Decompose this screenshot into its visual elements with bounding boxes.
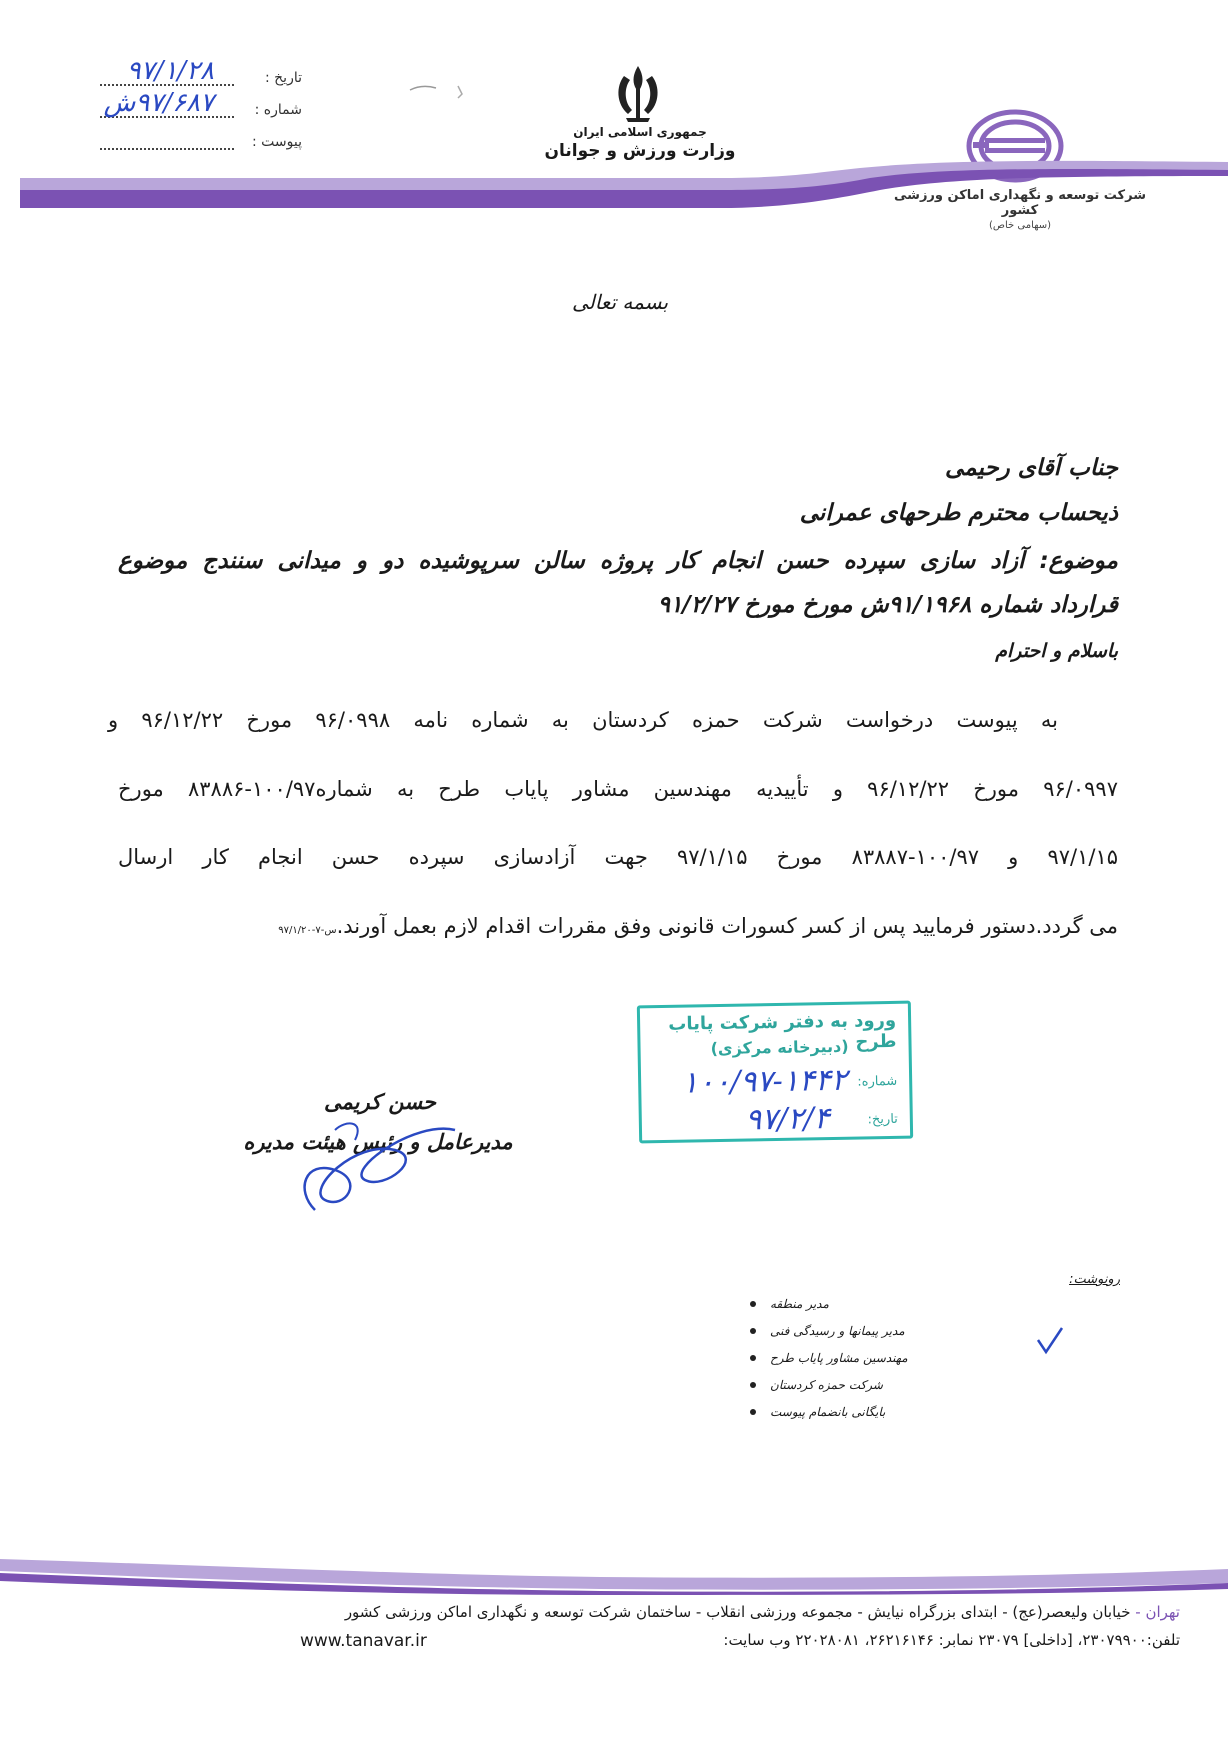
company-type: (سهامی خاص) — [988, 220, 1052, 231]
ministry-name: وزارت ورزش و جوانان — [544, 141, 736, 161]
stamp-number-label: شماره: — [857, 1073, 898, 1090]
attachment-label: پیوست : — [252, 134, 302, 150]
attachment-dotted-line — [100, 134, 234, 150]
stamp-date-label: تاریخ: — [867, 1111, 898, 1128]
cc-item-label: مدیر منطقه — [770, 1296, 829, 1311]
body-line-3: ۹۷/۱/۱۵ و ۱۰۰/۹۷-۸۳۸۸۷ مورخ ۹۷/۱/۱۵ جهت آزادسازی سپرده حسن انجام کار ارسال — [118, 845, 1119, 869]
stamp-date-handwritten: ۹۷/۲/۴ — [744, 1101, 831, 1138]
body-line-4-text: می گردد.دستور فرمایید پس از کسر کسورات قانونی وفق مقررات اقدام لازم بعمل آورند. — [336, 914, 1118, 938]
number-dotted-line — [100, 88, 234, 118]
letter-meta — [92, 56, 302, 158]
bullet-icon — [750, 1301, 756, 1307]
bullet-icon — [750, 1355, 756, 1361]
cc-item — [738, 1290, 1038, 1317]
cc-item-label: بایگانی بانضمام پیوست — [770, 1404, 886, 1419]
number-handwritten: ۹۷/۶۸۷ش — [103, 88, 214, 118]
company-name: شرکت توسعه و نگهداری اماکن ورزشی کشور — [894, 188, 1146, 218]
footer-website-link[interactable]: www.tanavar.ir — [300, 1631, 427, 1651]
cc-item-label: شرکت حمزه کردستان — [770, 1377, 883, 1392]
bismillah: بسمه تعالی — [571, 290, 669, 314]
number-row — [92, 88, 302, 126]
footer-address-rest: خیابان ولیعصر(عج) - ابتدای بزرگراه نیایش - مجموعه ورزشی انقلاب - ساختمان شرکت توسعه و نگهداری اماکن ورزشی کشور — [344, 1603, 1131, 1621]
checkmark-icon — [1036, 1326, 1064, 1356]
bullet-icon — [750, 1409, 756, 1415]
date-label: تاریخ : — [264, 70, 302, 86]
stamp-number-handwritten: ۱۰۰/۹۷-۱۴۴۲ — [681, 1062, 848, 1101]
received-stamp — [637, 1001, 913, 1144]
cc-title: رونوشت: — [1069, 1272, 1120, 1287]
greeting: باسلام و احترام — [995, 640, 1118, 662]
body-line-2: ۹۶/۰۹۹۷ مورخ ۹۶/۱۲/۲۲ و تأییدیه مهندسین مشاور پایاب طرح به شماره۱۰۰/۹۷-۸۳۸۸۶ مورخ — [118, 777, 1118, 801]
cc-item — [738, 1371, 1038, 1398]
body-line-4 — [118, 914, 1118, 938]
footer-address: تهران - خیابان ولیعصر(عج) - ابتدای بزرگراه نیایش - مجموعه ورزشی انقلاب - ساختمان شرکت توسعه و نگهداری اماکن ورزشی کشور — [344, 1603, 1180, 1621]
country-name: جمهوری اسلامی ایران — [573, 125, 707, 139]
cc-item — [738, 1344, 1038, 1371]
footer-contact: تلفن:۲۳۰۷۹۹۰۰، [داخلی] ۲۳۰۷۹ نمابر: ۲۶۲۱۶۱۴۶، ۲۲۰۲۸۰۸۱ وب سایت: — [723, 1631, 1180, 1649]
iran-emblem-icon — [608, 62, 668, 126]
footer-city: تهران — [1145, 1603, 1180, 1621]
addressee: جناب آقای رحیمی — [945, 455, 1118, 481]
cc-item — [738, 1317, 1038, 1344]
bullet-icon — [750, 1382, 756, 1388]
number-label: شماره : — [254, 102, 302, 118]
date-dotted-line — [100, 56, 234, 86]
header-wave-band — [0, 150, 1228, 220]
stamp-line-1: ورود به دفتر شرکت پایاب طرح — [668, 1009, 897, 1053]
cc-item-label: مدیر پیمانها و رسیدگی فنی — [770, 1323, 905, 1338]
body-line-4-note: س-۷-۹۷/۱/۲۰ — [278, 925, 337, 936]
cc-item — [738, 1398, 1038, 1425]
stamp-line-2: (دبیرخانه مرکزی) — [710, 1036, 849, 1059]
body-line-1: به پیوست درخواست شرکت حمزه کردستان به شماره نامه ۹۶/۰۹۹۸ مورخ ۹۶/۱۲/۲۲ و — [108, 708, 1058, 732]
addressee-title: ذیحساب محترم طرحهای عمرانی — [799, 500, 1118, 526]
bullet-icon — [750, 1328, 756, 1334]
scan-smudge — [400, 78, 480, 108]
date-handwritten: ۹۷/۱/۲۸ — [126, 56, 214, 86]
footer-wave-band — [0, 1555, 1228, 1595]
handwritten-signature-icon — [275, 1100, 475, 1220]
subject-line-2: قرارداد شماره ۹۱/۱۹۶۸ش مورخ مورخ ۹۱/۲/۲۷ — [657, 592, 1118, 618]
signer-title: مدیرعامل و رئیس هیئت مدیره — [243, 1130, 513, 1154]
subject-line-1: موضوع: آزاد سازی سپرده حسن انجام کار پروژه سالن سرپوشیده دو و میدانی سنندج موضوع — [118, 548, 1118, 574]
cc-list — [738, 1290, 1038, 1425]
signer-name: حسن کریمی — [323, 1090, 437, 1114]
cc-item-label: مهندسین مشاور پایاب طرح — [770, 1350, 908, 1365]
